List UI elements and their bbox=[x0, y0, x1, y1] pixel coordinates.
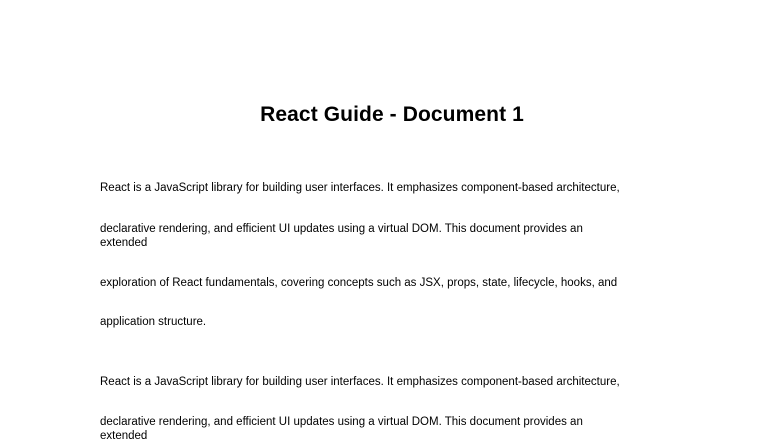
body-text-line: declarative rendering, and efficient UI updates using a virtual DOM. This document provides an bbox=[100, 416, 583, 428]
body-text-line: extended bbox=[100, 237, 148, 249]
body-text-line: declarative rendering, and efficient UI updates using a virtual DOM. This document provides an bbox=[100, 223, 583, 235]
body-text-line: extended bbox=[100, 430, 148, 442]
document-title: React Guide - Document 1 bbox=[260, 103, 524, 126]
body-text-line: React is a JavaScript library for building user interfaces. It emphasizes component-based architecture, bbox=[100, 182, 620, 194]
body-text-line: application structure. bbox=[100, 316, 207, 328]
body-text-line: React is a JavaScript library for building user interfaces. It emphasizes component-based architecture, bbox=[100, 376, 620, 388]
body-text-line: exploration of React fundamentals, covering concepts such as JSX, props, state, lifecycle, hooks, and bbox=[100, 277, 618, 289]
